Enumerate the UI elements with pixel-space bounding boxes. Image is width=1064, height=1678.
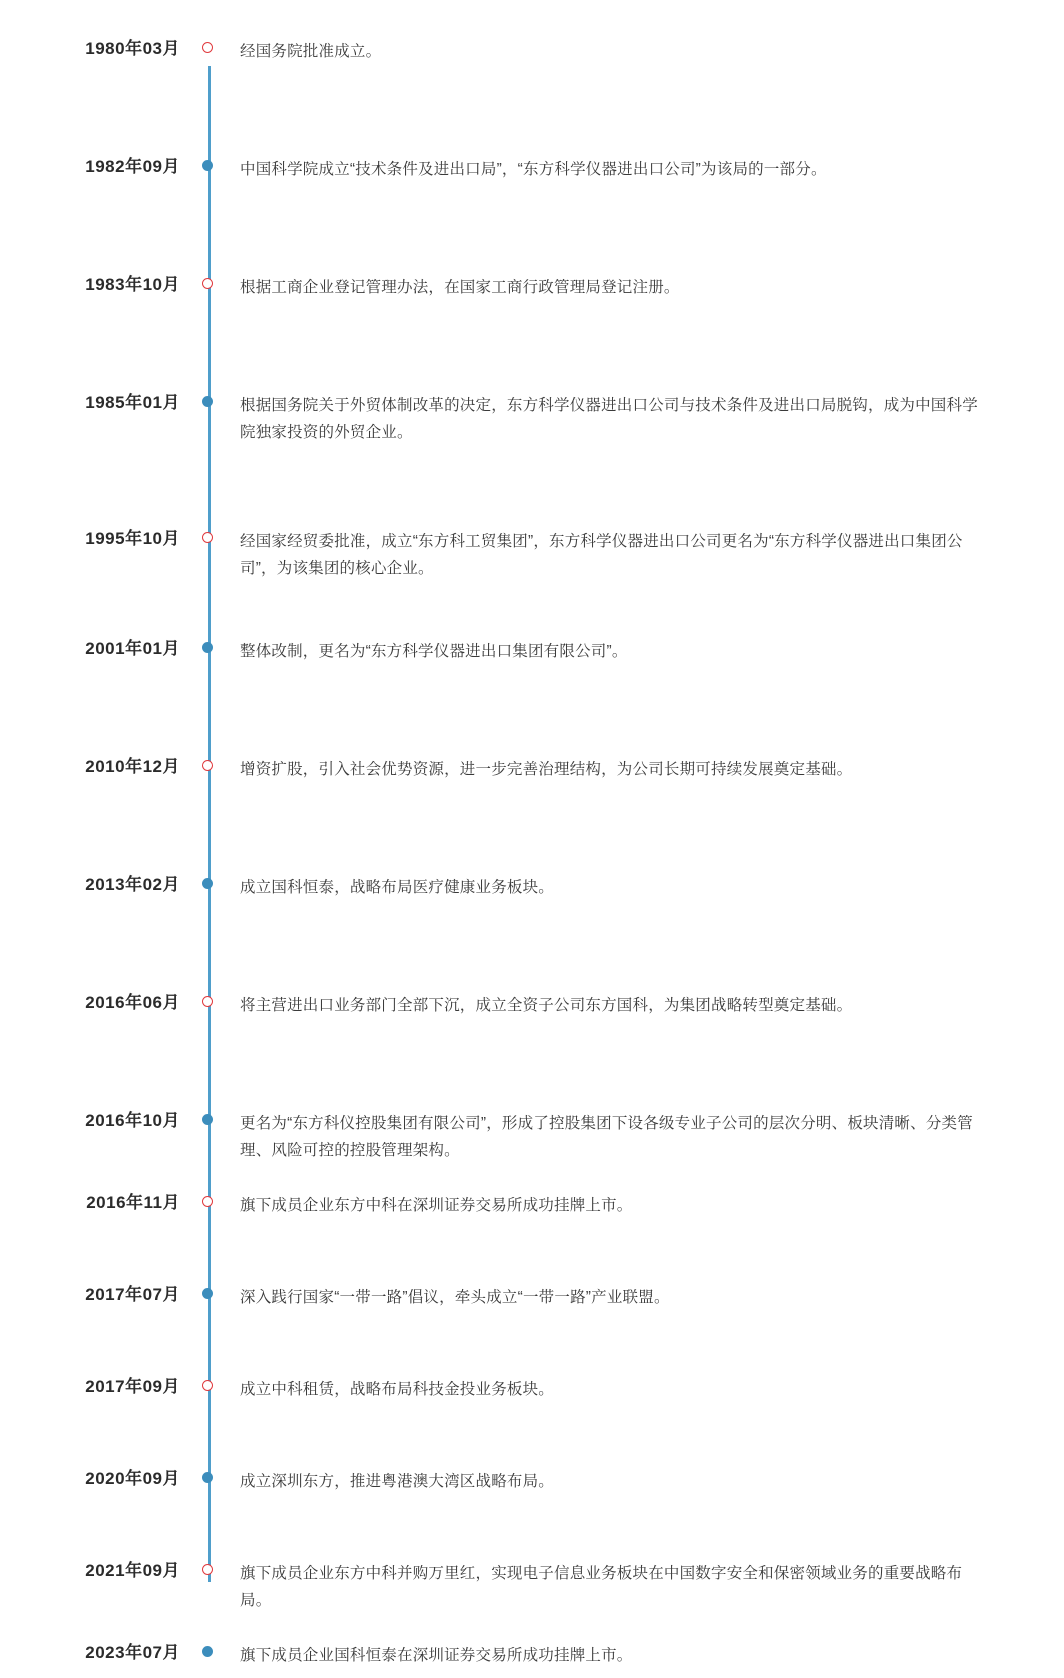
- timeline-event: [0, 992, 1064, 1028]
- timeline-spacer: [0, 310, 1064, 392]
- timeline-marker: [180, 274, 240, 296]
- timeline-event-description: 成立深圳东方，推进粤港澳大湾区战略布局。: [240, 1473, 555, 1490]
- hollow-dot-icon: [202, 1196, 213, 1207]
- timeline-spacer: [0, 74, 1064, 156]
- timeline-event-description: 增资扩股，引入社会优势资源，进一步完善治理结构，为公司长期可持续发展奠定基础。: [240, 761, 853, 778]
- hollow-dot-icon: [202, 1564, 213, 1575]
- timeline-event: [0, 638, 1064, 674]
- timeline-event-date: 2021年09月: [85, 1561, 180, 1580]
- timeline-event-date: 2010年12月: [85, 757, 180, 776]
- timeline-event-date: 2020年09月: [85, 1469, 180, 1488]
- timeline-event-date: 1995年10月: [85, 529, 180, 548]
- timeline-event: [0, 392, 1064, 446]
- timeline-event-date: 1982年09月: [85, 157, 180, 176]
- timeline-marker: [180, 156, 240, 178]
- timeline-event-description: 旗下成员企业东方中科并购万里红，实现电子信息业务板块在中国数字安全和保密领域业务的重要战略布局。: [240, 1565, 963, 1609]
- filled-dot-icon: [202, 1472, 213, 1483]
- timeline-marker: [180, 1468, 240, 1490]
- hollow-dot-icon: [202, 996, 213, 1007]
- timeline-event-description: 经国务院批准成立。: [240, 43, 382, 60]
- hollow-dot-icon: [202, 278, 213, 289]
- timeline-event: [0, 756, 1064, 792]
- timeline-spacer: [0, 1412, 1064, 1468]
- timeline-marker: [180, 1192, 240, 1214]
- timeline-event-date: 2016年06月: [85, 993, 180, 1012]
- timeline-event-date: 2013年02月: [85, 875, 180, 894]
- timeline-event-date: 1983年10月: [85, 275, 180, 294]
- timeline-marker: [180, 638, 240, 660]
- hollow-dot-icon: [202, 1380, 213, 1391]
- timeline-rows: [0, 38, 1064, 1678]
- timeline-event: [0, 874, 1064, 910]
- timeline-marker: [180, 38, 240, 60]
- timeline-event-date: 2001年01月: [85, 639, 180, 658]
- filled-dot-icon: [202, 1646, 213, 1657]
- filled-dot-icon: [202, 396, 213, 407]
- timeline-spacer: [0, 792, 1064, 874]
- timeline-spacer: [0, 1228, 1064, 1284]
- timeline-spacer: [0, 1614, 1064, 1642]
- timeline-event-description: 中国科学院成立“技术条件及进出口局”，“东方科学仪器进出口公司”为该局的一部分。: [240, 161, 827, 178]
- timeline-event-date: 2017年07月: [85, 1285, 180, 1304]
- timeline-spacer: [0, 1504, 1064, 1560]
- timeline-marker: [180, 1560, 240, 1582]
- timeline-spacer: [0, 1028, 1064, 1110]
- timeline-event-description: 成立中科租赁，战略布局科技金投业务板块。: [240, 1381, 555, 1398]
- timeline-event-description: 将主营进出口业务部门全部下沉，成立全资子公司东方国科，为集团战略转型奠定基础。: [240, 997, 853, 1014]
- timeline-marker: [180, 1110, 240, 1132]
- timeline-spacer: [0, 192, 1064, 274]
- timeline-event-date: 2023年07月: [85, 1643, 180, 1662]
- timeline-event-date: 2016年11月: [86, 1193, 180, 1212]
- timeline-event-description: 根据工商企业登记管理办法，在国家工商行政管理局登记注册。: [240, 279, 680, 296]
- hollow-dot-icon: [202, 532, 213, 543]
- timeline-marker: [180, 992, 240, 1014]
- filled-dot-icon: [202, 160, 213, 171]
- timeline-marker: [180, 1284, 240, 1306]
- timeline-event: [0, 1284, 1064, 1320]
- timeline-marker: [180, 528, 240, 550]
- filled-dot-icon: [202, 1114, 213, 1125]
- timeline-event: [0, 1468, 1064, 1504]
- timeline-event: [0, 156, 1064, 192]
- timeline-spacer: [0, 446, 1064, 528]
- timeline-spacer: [0, 674, 1064, 756]
- timeline-event-description: 更名为“东方科仪控股集团有限公司”，形成了控股集团下设各级专业子公司的层次分明、板块清晰、分类管理、风险可控的控股管理架构。: [240, 1115, 973, 1159]
- timeline-event-description: 旗下成员企业国科恒泰在深圳证券交易所成功挂牌上市。: [240, 1647, 633, 1664]
- timeline-event: [0, 1642, 1064, 1678]
- filled-dot-icon: [202, 642, 213, 653]
- timeline-event-date: 1985年01月: [85, 393, 180, 412]
- timeline-event-date: 2017年09月: [85, 1377, 180, 1396]
- timeline-marker: [180, 756, 240, 778]
- timeline-event-date: 1980年03月: [85, 39, 180, 58]
- timeline-event: [0, 1110, 1064, 1164]
- timeline-event-description: 旗下成员企业东方中科在深圳证券交易所成功挂牌上市。: [240, 1197, 633, 1214]
- timeline-event-description: 根据国务院关于外贸体制改革的决定，东方科学仪器进出口公司与技术条件及进出口局脱钩，成为中国科学院独家投资的外贸企业。: [240, 397, 978, 441]
- timeline-event-description: 整体改制，更名为“东方科学仪器进出口集团有限公司”。: [240, 643, 628, 660]
- timeline-spacer: [0, 910, 1064, 992]
- timeline-event-description: 经国家经贸委批准，成立“东方科工贸集团”，东方科学仪器进出口公司更名为“东方科学仪器进出口集团公司”，为该集团的核心企业。: [240, 533, 963, 577]
- timeline-marker: [180, 874, 240, 896]
- timeline-spacer: [0, 1320, 1064, 1376]
- filled-dot-icon: [202, 878, 213, 889]
- hollow-dot-icon: [202, 42, 213, 53]
- timeline-event-description: 深入践行国家“一带一路”倡议，牵头成立“一带一路”产业联盟。: [240, 1289, 670, 1306]
- timeline-event: [0, 1560, 1064, 1614]
- timeline-marker: [180, 1642, 240, 1664]
- timeline-marker: [180, 1376, 240, 1398]
- timeline-spacer: [0, 1164, 1064, 1192]
- timeline-event: [0, 528, 1064, 582]
- timeline-event-date: 2016年10月: [85, 1111, 180, 1130]
- timeline-event-description: 成立国科恒泰，战略布局医疗健康业务板块。: [240, 879, 555, 896]
- timeline-event: [0, 1192, 1064, 1228]
- timeline-event: [0, 274, 1064, 310]
- timeline-marker: [180, 392, 240, 414]
- filled-dot-icon: [202, 1288, 213, 1299]
- timeline-event: [0, 38, 1064, 74]
- timeline-event: [0, 1376, 1064, 1412]
- timeline-spacer: [0, 582, 1064, 638]
- hollow-dot-icon: [202, 760, 213, 771]
